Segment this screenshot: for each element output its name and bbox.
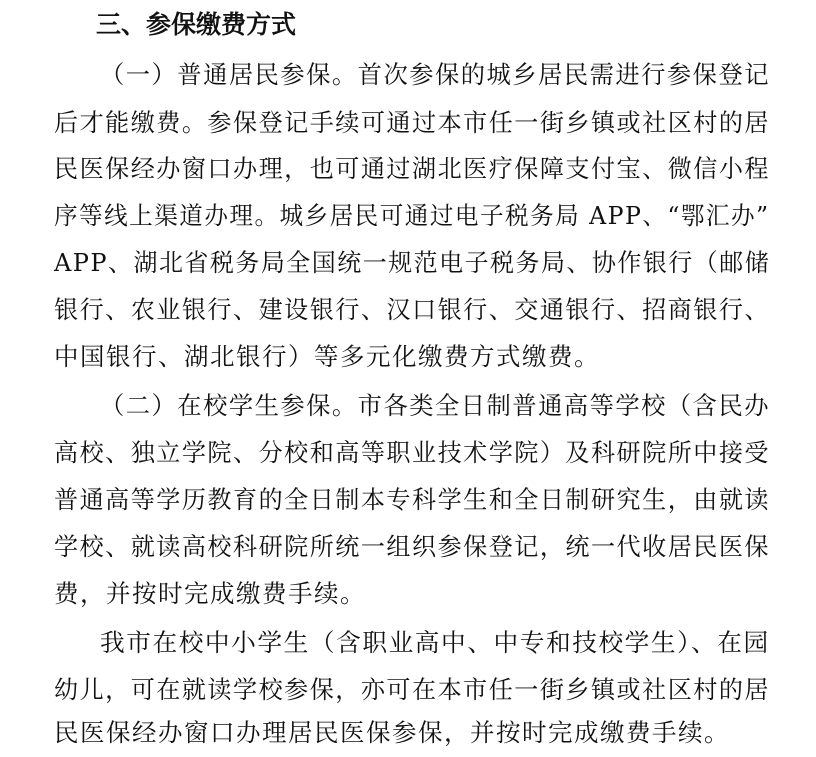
paragraph-line: 高校、独立学院、分校和高等职业技术学院）及科研院所中接受: [54, 438, 770, 467]
paragraph-line: 后才能缴费。参保登记手续可通过本市任一街乡镇或社区村的居: [54, 108, 770, 137]
paragraph-line: 我市在校中小学生（含职业高中、中专和技校学生）、在园: [100, 628, 770, 657]
paragraph-line: 学校、就读高校科研院所统一组织参保登记，统一代收居民医保: [54, 532, 770, 561]
paragraph-line: （一）普通居民参保。首次参保的城乡居民需进行参保登记: [100, 60, 770, 89]
paragraph-line: 幼儿，可在就读学校参保，亦可在本市任一街乡镇或社区村的居: [54, 675, 770, 704]
paragraph-line: 银行、农业银行、建设银行、汉口银行、交通银行、招商银行、: [54, 295, 770, 324]
paragraph-line: 中国银行、湖北银行）等多元化缴费方式缴费。: [54, 342, 600, 371]
paragraph-line: 民医保经办窗口办理，也可通过湖北医疗保障支付宝、微信小程: [54, 154, 770, 183]
paragraph-line: 普通高等学历教育的全日制本专科学生和全日制研究生，由就读: [54, 485, 770, 514]
paragraph-line: APP、湖北省税务局全国统一规范电子税务局、协作银行（邮储: [54, 248, 771, 277]
section-heading: 三、参保缴费方式: [96, 10, 297, 39]
paragraph-line: 序等线上渠道办理。城乡居民可通过电子税务局 APP、“鄂汇办”: [54, 201, 770, 230]
paragraph-line: 费，并按时完成缴费手续。: [54, 579, 366, 608]
paragraph-line: 民医保经办窗口办理居民医保参保，并按时完成缴费手续。: [54, 718, 730, 747]
paragraph-line: （二）在校学生参保。市各类全日制普通高等学校（含民办: [100, 391, 770, 420]
